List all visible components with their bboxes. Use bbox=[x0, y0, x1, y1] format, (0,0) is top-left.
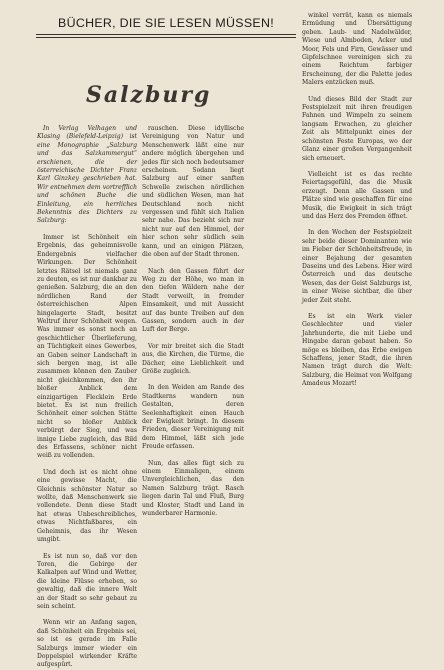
article-paragraph: Nach den Gassen führt der Weg zu der Höhe, wo man in den tiefen Wäldern nahe der Stadt verweilt, in fremder Einsamkeit, und mit Aussicht auf das bunte Treiben auf den Gassen, sondern auch in der Luft der Berge. bbox=[142, 267, 244, 334]
article-paragraph: Und doch ist es nicht ohne eine gewisse Macht, die Gleichnis schönster Natur so wollte, daß Menschenwerk sie vollendete. Denn diese Stadt hat etwas Unbeschreibliches, etwas Nichtfaßbares, ein Geheimnis, das ihr Wesen umgibt. bbox=[37, 468, 137, 544]
article-column-middle bbox=[142, 125, 244, 565]
article-paragraph: Wenn wir an Anfang sagen, daß Schönheit ein Ergebnis sei, so ist es gerade im Falle Salzburgs immer wieder ein Doppelspiel wirkender Kräfte aufgespürt. bbox=[37, 619, 137, 669]
article-paragraph: In den Wochen der Festspielzeit sehr beide dieser Dominanten wie im Fieber der Schönheitsfreude, in einer Bejahung der gesamten Daseins und des Lebens. Hier wird Österreich und das deutsche Wesen, das der Geist Salzburgs ist, in einer Weise sichtbar, die über jeder Zeit steht. bbox=[302, 229, 412, 304]
header-rule-top bbox=[36, 34, 296, 35]
article-intro: In Verlag Velhagen und Klasing (Bielefeld-Leipzig) ist eine Monographie „Salzburg und das Salzkammergut“ erschienen, die der österreichische Dichter Franz Karl Ginzkey geschrieben hat. Wir entnehmen dem vortrefflich und schönen Buche die Einleitung, ein herrliches Bekenntnis des Dichters zu Salzburg: bbox=[37, 125, 137, 225]
header-rule-bottom bbox=[36, 37, 296, 38]
article-paragraph: Vor mir breitet sich die Stadt aus, die Kirchen, die Türme, die Dächer, eine Lieblichkeit und Größe zugleich. bbox=[142, 342, 244, 375]
article-paragraph: rauschen. Diese idyllische Vereinigung von Natur und Menschenwerk läßt eine nur andere möglich übergehen und jedes für sich noch bedeutsamer erscheinen. Sodann liegt Salzburg auf einer sanften Schwelle zwischen nördlichen und südlichen Wesen, man hat Deutschland noch nicht vergessen und fühlt sich Italien sehr nahe. Das bezieht sich nur nicht nur auf den Himmel, der hier schon sehr südlich sein kann, und an einigen Plätzen, die oben auf der Stadt thronen. bbox=[142, 125, 244, 259]
article-column-right bbox=[302, 12, 412, 572]
article-column-left bbox=[37, 125, 137, 669]
article-paragraph: Nun, das alles fügt sich zu einem Einmaligen, einem Unvergleichlichen, das den Namen Salzburg trägt. Rasch liegen darin Tal und Fluß, Burg und Kloster, Stadt und Land in wunderbarer Harmonie. bbox=[142, 459, 244, 518]
section-header-title: BÜCHER, DIE SIE LESEN MÜSSEN! bbox=[58, 16, 274, 30]
article-heading: Salzburg bbox=[86, 82, 212, 108]
article-paragraph: Und dieses Bild der Stadt zur Festspielzeit mit ihren freudigen Fahnen und Wimpeln zu seinem langsam Erwachen, zu gleicher Zeit als Mittelpunkt eines der schönsten Feste Europas, wo der Glanz einer großen Vergangenheit sich erneuert. bbox=[302, 95, 412, 162]
article-paragraph: Immer ist Schönheit ein Ergebnis, das geheimnisvolle Endergebnis vielfacher Wirkungen. Der Schönheit letztes Rätsel ist niemals ganz zu deuten, es ist nur dankbar zu genießen. Salzburg, die an den nördlichen Rand der österreichischen Alpen hingelagerte Stadt, besitzt Weltruf ihrer Schönheit wegen. Was immer es sonst noch an geschichtlicher Überlieferung, an Tüchtigkeit eines Gewerbes, an Gaben seiner Landschaft in sich bergen mag, ist alle zusammen können den Zauber nicht gleichkommen, den ihr bloßer Anblick dem einzigartigen Flecklein Erde bietet. Es ist nun freilich Schönheit einer solchen Stätte nicht so bloßer Anblick verbürgt der Sieg, und was innige Liebe zugleich, das Bild des Erfassens, schöner nicht weiß zu vollenden. bbox=[37, 233, 137, 460]
article-paragraph: In den Weiden am Rande des Stadtkerns wandern nun Gestalten, deren Seelenhaftigkeit einen Hauch der Ewigkeit bringt. In diesem Frieden, dieser Vereinigung mit dem Himmel, läßt sich jede Freude erfassen. bbox=[142, 384, 244, 451]
article-paragraph: Es ist nun so, daß vor den Toren, die Gebirge der Kalkalpen auf Wind und Wetter, die kleine Flüsse erheben, so gewaltig, daß die innere Welt an der Stadt so sehr gebaut zu sein scheint. bbox=[37, 552, 137, 610]
article-paragraph: Es ist ein Werk vieler Geschlechter und vieler Jahrhunderte, die mit Liebe und Hingabe daran gebaut haben. So möge es bleiben, das Erbe ewigen Schaffens, jener Stadt, die ihren Namen trägt durch die Welt: Salzburg, die Heimat von Wolfgang Amadeus Mozart! bbox=[302, 313, 412, 388]
article-paragraph: winkel verrät, kann es niemals Ermüdung und Übersättigung geben. Laub- und Nadelwälder, Wiese und Almboden, Acker und Moor, Fels und Firn, Gewässer und Gipfelschnee vereinigen sich zu einem Reichtum farbiger Erscheinung, der die Palette jedes Malers entzücken muß. bbox=[302, 12, 412, 87]
article-paragraph: Vielleicht ist es das rechte Feiertagsgefühl, das die Musik erzeugt. Denn alle Gassen und Plätze sind wie geschaffen für eine Musik, die Ewigkeit in sich trägt und das Herz des Fremden öffnet. bbox=[302, 170, 412, 220]
